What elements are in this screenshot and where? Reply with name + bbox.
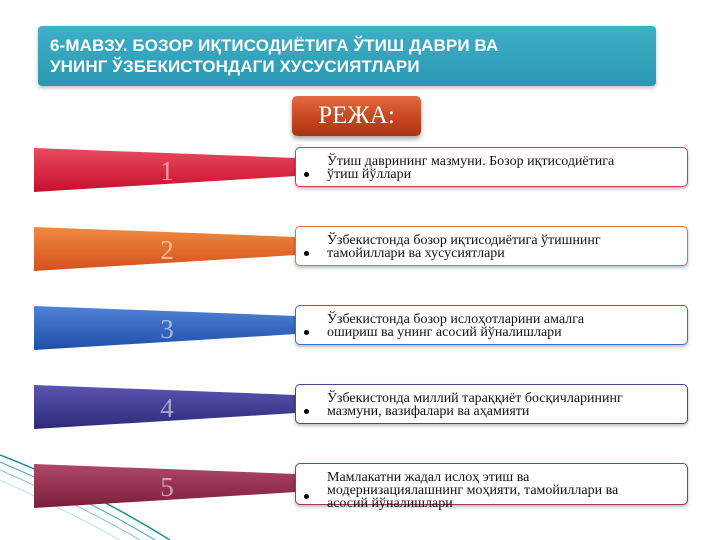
plan-item [0, 304, 720, 364]
plan-item-line2: тамойиллари ва хусусиятлари [327, 246, 505, 261]
plan-item-box [295, 147, 688, 187]
plan-item-number: 4 [160, 393, 174, 423]
plan-item-text [327, 471, 679, 510]
plan-item-line1: Мамлакатни жадал ислоҳ этиш ва [327, 470, 530, 485]
plan-item-line2: модернизациялашнинг моҳияти, тамойиллари ва [327, 483, 619, 498]
plan-item-number: 2 [160, 235, 174, 265]
title-line-2: УНИНГ ЎЗБЕКИСТОНДАГИ ХУСУСИЯТЛАРИ [50, 57, 420, 76]
plan-badge: РЕЖА: [292, 96, 421, 136]
page-title [50, 35, 646, 77]
plan-item [0, 225, 720, 285]
plan-item-line1: Ўзбекистонда бозор ислоҳотларини амалга [327, 312, 585, 327]
plan-item-line2: ўтиш йўллари [327, 167, 412, 182]
plan-item-box [295, 226, 688, 266]
plan-item-text [327, 313, 679, 339]
plan-item-line1: Ўзбекистонда миллий тараққиёт босқичларининг [327, 391, 623, 406]
plan-item-box [295, 305, 688, 345]
plan-item-line1: Ўзбекистонда бозор иқтисодиётига ўтишнинг [327, 233, 601, 248]
plan-item-line1: Ўтиш даврининг мазмуни. Бозор иқтисодиётига [327, 154, 615, 169]
plan-item-text [327, 234, 679, 260]
plan-item-line3: асосий йўналишлари [327, 496, 453, 511]
bullet-icon [304, 494, 309, 499]
plan-item-text [327, 155, 679, 181]
plan-item [0, 383, 720, 443]
bullet-icon [304, 172, 309, 177]
plan-item-line2: ошириш ва унинг асосий йўналишлари [327, 325, 562, 340]
plan-item-text [327, 392, 679, 418]
plan-item-box [295, 463, 688, 511]
bullet-icon [304, 330, 309, 335]
plan-item-box [295, 384, 688, 424]
bullet-icon [304, 251, 309, 256]
title-banner [38, 26, 656, 86]
bullet-icon [304, 409, 309, 414]
plan-item-number: 1 [160, 156, 174, 186]
plan-item-number: 5 [160, 472, 174, 502]
plan-item-number: 3 [160, 314, 174, 344]
plan-item [0, 462, 720, 522]
title-line-1: 6-МАВЗУ. БОЗОР ИҚТИСОДИЁТИГА ЎТИШ ДАВРИ ВА [50, 36, 499, 55]
plan-item-line2: мазмуни, вазифалари ва аҳамияти [327, 404, 530, 419]
plan-item [0, 146, 720, 206]
